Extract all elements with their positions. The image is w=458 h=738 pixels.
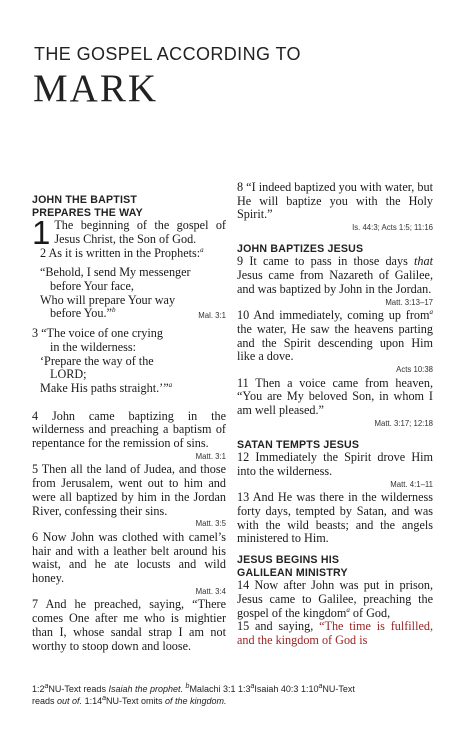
verse-10: 10 And immediately, coming up from$^a$ the water, He saw the heavens parting and the Spirit descending upon Him like a dove. bbox=[237, 308, 433, 364]
verse-11: 11 Then a voice came from heaven, “You are My beloved Son, in whom I am well pleased.” bbox=[237, 375, 433, 418]
book-title: MARK bbox=[33, 67, 159, 110]
right-column bbox=[237, 181, 433, 648]
cross-ref: Mal. 3:1 bbox=[198, 311, 226, 321]
section-heading: JOHN BAPTIZES JESUS bbox=[237, 242, 364, 255]
verse-5: 5 Then all the land of Judea, and those from Jerusalem, went out to him and were all baptized by him in the Jordan River, confessing their sins. bbox=[32, 462, 226, 518]
verse-13: 13 And He was there in the wilderness forty days, tempted by Satan, and was with the wild beasts; and the angels ministered to Him. bbox=[237, 490, 433, 546]
cross-ref: Matt. 3:1 bbox=[195, 451, 226, 461]
section-heading: JESUS BEGINS HIS GALILEAN MINISTRY bbox=[237, 554, 348, 579]
cross-ref: Matt. 3:13–17 bbox=[385, 297, 433, 307]
verse-6: 6 Now John was clothed with camel’s hair and with a leather belt around his waist, and he ate locusts and wild honey. bbox=[32, 529, 226, 586]
cross-ref: Is. 44:3; Acts 1:5; 11:16 bbox=[352, 223, 433, 233]
verse-2: 2 As it is written in the Prophets:$^a$ bbox=[40, 245, 204, 260]
section-heading: SATAN TEMPTS JESUS bbox=[237, 438, 360, 451]
verse-8: 8 “I indeed baptized you with water, but He will baptize you with the Holy Spirit.” bbox=[237, 180, 433, 222]
verse-9: 9 It came to pass in those days that Jesus came from Nazareth of Galilee, and was baptized by John in the Jordan. bbox=[237, 254, 433, 296]
cross-ref: Matt. 4:1–11 bbox=[390, 479, 433, 489]
verse-7: 7 And he preached, saying, “There comes One after me who is mightier than I, whose sandal strap I am not worthy to stoop down and loose. bbox=[32, 597, 226, 653]
section-heading: JOHN THE BAPTIST PREPARES THE WAY bbox=[32, 194, 143, 219]
cross-ref: Matt. 3:5 bbox=[195, 519, 226, 529]
cross-ref: Matt. 3:4 bbox=[195, 586, 226, 596]
verse-4: 4 John came baptizing in the wilderness and preaching a baptism of repentance for the remission of sins. bbox=[32, 408, 226, 451]
verse-1: 1 The beginning of the gospel of Jesus Christ, the Son of God. bbox=[32, 214, 226, 252]
chapter-number: 1 bbox=[32, 214, 51, 252]
verse-14: 14 Now after John was put in prison, Jesus came to Galilee, preaching the gospel of the kingdom$^a$ of God, bbox=[237, 578, 433, 620]
cross-ref: Acts 10:38 bbox=[396, 365, 433, 375]
cross-ref: Matt. 3:17; 12:18 bbox=[374, 418, 433, 428]
footnotes: 1:2$^a$NU-Text reads Isaiah the prophet. $^b$Malachi 3:1 1:3$^a$Isaiah 40:3 1:10$^a$NU-Text reads out of. 1:14$^a$NU-Text omits of the kingdom. bbox=[32, 683, 355, 706]
verse-12: 12 Immediately the Spirit drove Him into the wilderness. bbox=[237, 450, 433, 478]
book-kicker: THE GOSPEL ACCORDING TO bbox=[34, 44, 301, 64]
poetry-block: “Behold, I send My messenger before Your face, Who will prepare Your way before You.”$^b$ Mal. 3:1 3 “The voice of one crying in the wilderness: ‘Prepare the way of the LORD; Make His paths straight.’”$^a$ bbox=[32, 265, 226, 395]
words-of-jesus: “The time is fulfilled, and the kingdom of God is bbox=[237, 619, 434, 648]
left-column bbox=[32, 194, 226, 653]
verse-15: 15 and saying, “The time is fulfilled, and the kingdom of God is bbox=[237, 619, 434, 648]
